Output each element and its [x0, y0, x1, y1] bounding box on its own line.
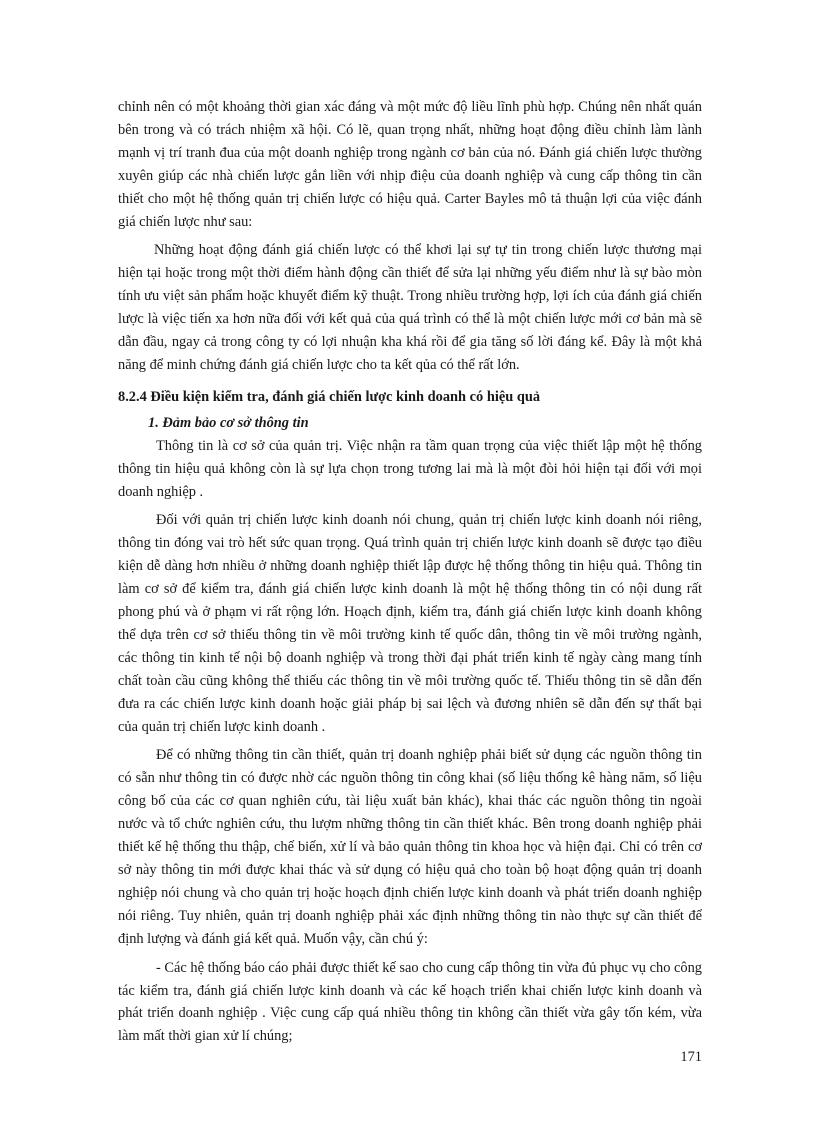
page-body [118, 96, 702, 1048]
paragraph-continued: chỉnh nên có một khoảng thời gian xác đáng và một mức độ liều lĩnh phù hợp. Chúng nên nhất quán bên trong và có trách nhiệm xã hội. Có lẽ, quan trọng nhất, những hoạt động điều chỉnh làm lành mạnh vị trí tranh đua của một doanh nghiệp trong ngành cơ bản của nó. Đánh giá chiến lược thường xuyên giúp các nhà chiến lược gắn liền với nhịp điệu của doanh nghiệp và cung cấp thông tin cần thiết cho một hệ thống quản trị chiến lược có hiệu quả. Carter Bayles mô tả thuận lợi của việc đánh giá chiến lược như sau: [118, 99, 702, 230]
list-item-paragraph: - Các hệ thống báo cáo phải được thiết kế sao cho cung cấp thông tin vừa đủ phục vụ cho công tác kiểm tra, đánh giá chiến lược kinh doanh và các kế hoạch triển khai chiến lược kinh doanh và phát triển doanh nghiệp . Việc cung cấp quá nhiều thông tin không cần thiết vừa gây tốn kém, vừa làm mất thời gian xử lí chúng; [118, 959, 702, 1045]
section-heading: 8.2.4 Điều kiện kiểm tra, đánh giá chiến lược kinh doanh có hiệu quả [118, 388, 541, 405]
paragraph: Để có những thông tin cần thiết, quản trị doanh nghiệp phải biết sử dụng các nguồn thông tin có sẵn như thông tin có được nhờ các nguồn thông tin công khai (số liệu thống kê hàng năm, số liệu công bố của các cơ quan nghiên cứu, tài liệu xuất bản khác), khai thác các nguồn thông tin ngoài nước và tổ chức nghiên cứu, thu lượm những thông tin cần thiết khác. Bên trong doanh nghiệp phải thiết kế hệ thống thu thập, chế biến, xử lí và bảo quản thông tin khoa học và hiện đại. Chỉ có trên cơ sở này thông tin mới được khai thác và sử dụng có hiệu quả cho toàn bộ hoạt động quản trị doanh nghiệp nói chung và cho quản trị hoặc hoạch định chiến lược kinh doanh và phát triển doanh nghiệp nói riêng. Tuy nhiên, quản trị doanh nghiệp phải xác định những thông tin nào thực sự cần thiết để định lượng và đánh giá kết quả. Muốn vậy, cần chú ý: [118, 747, 702, 947]
quoted-paragraph: Những hoạt động đánh giá chiến lược có thể khơi lại sự tự tin trong chiến lược thương mại hiện tại hoặc trong một thời điểm hành động cần thiết để sửa lại những yếu điểm như là sự bào mòn tính ưu việt sản phẩm hoặc khuyết điểm kỹ thuật. Trong nhiều trường hợp, lợi ích của đánh giá chiến lược là việc tiến xa hơn nữa đối với kết quả của quá trình có thể là một chiến lược mới cơ bản mà sẽ dẫn đầu, ngay cả trong công ty có lợi nhuận kha khá rồi để gia tăng số lời đáng kể. Đây là một khả năng để minh chứng đánh giá chiến lược cho ta kết qủa có thể rất lớn. [118, 242, 702, 373]
paragraph: Đối với quản trị chiến lược kinh doanh nói chung, quản trị chiến lược kinh doanh nói riêng, thông tin đóng vai trò hết sức quan trọng. Quá trình quản trị chiến lược kinh doanh sẽ được tạo điều kiện dễ dàng hơn nhiều ở những doanh nghiệp thiết lập được hệ thống thông tin hiệu quả. Thông tin làm cơ sở để kiểm tra, đánh giá chiến lược kinh doanh là một hệ thống thông tin có nội dung rất phong phú và ở phạm vi rất rộng lớn. Hoạch định, kiểm tra, đánh giá chiến lược kinh doanh không thể dựa trên cơ sở thiếu thông tin về môi trường kinh tế quốc dân, thông tin về môi trường ngành, các thông tin kinh tế nội bộ doanh nghiệp và trong thời đại phát triển kinh tế ngày càng mang tính chất toàn cầu cũng không thể thiếu các thông tin về môi trường quốc tế. Thiếu thông tin sẽ dẫn đến đưa ra các chiến lược kinh doanh hoặc giải pháp bị sai lệch và đương nhiên sẽ dẫn đến sự thất bại của quản trị chiến lược kinh doanh . [118, 512, 702, 735]
subsection-heading: 1. Đảm bảo cơ sở thông tin [148, 414, 309, 431]
page-number: 171 [680, 1049, 702, 1065]
paragraph: Thông tin là cơ sở của quản trị. Việc nhận ra tầm quan trọng của việc thiết lập một hệ thống thông tin hiệu quả không còn là sự lựa chọn trong tương lai mà là một đòi hỏi hiện tại đối với mọi doanh nghiệp . [118, 437, 702, 500]
